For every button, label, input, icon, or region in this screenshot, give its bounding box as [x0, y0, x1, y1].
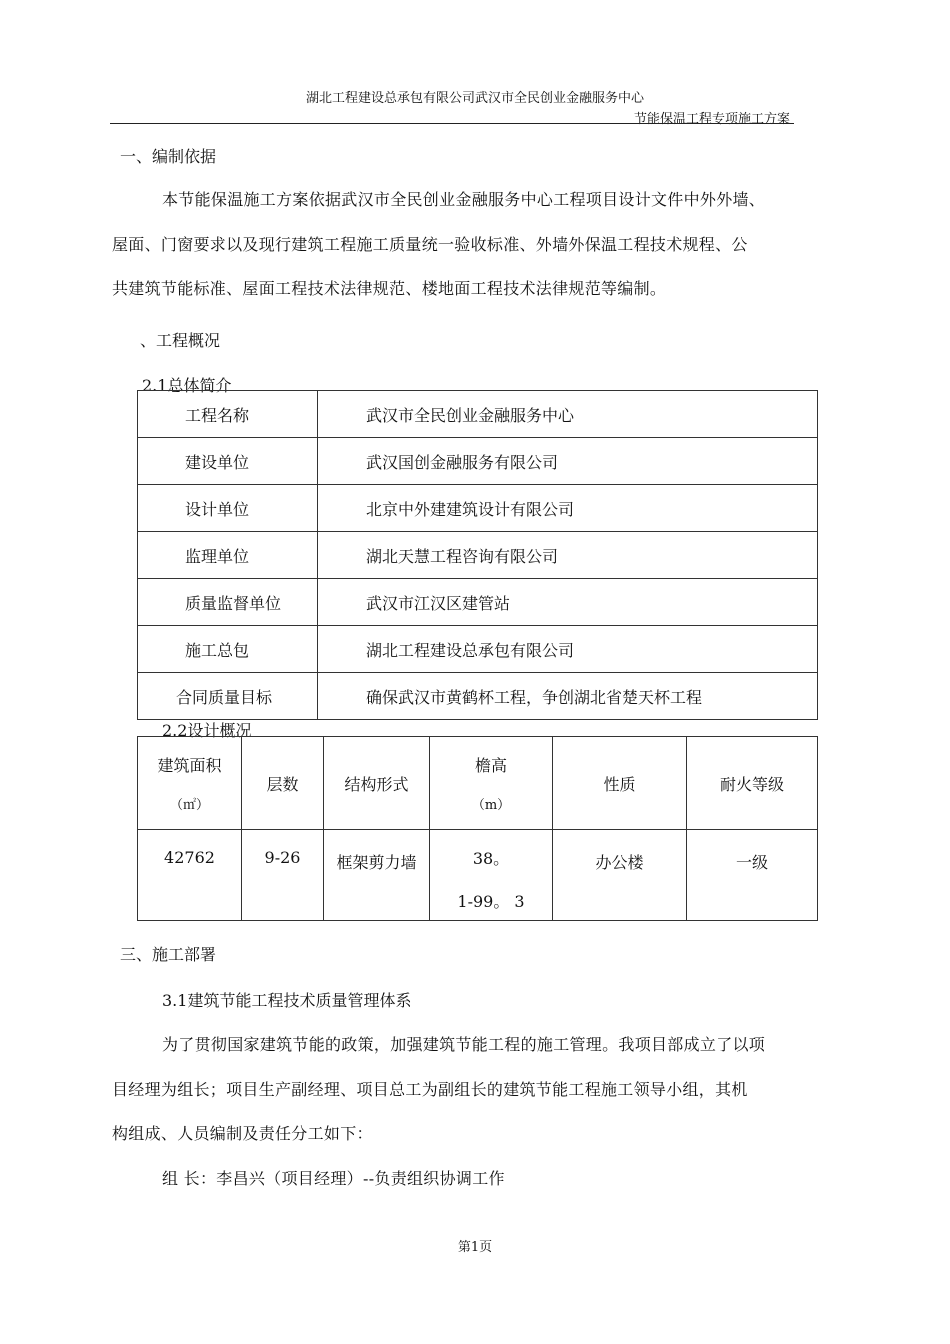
section1-line-1: 本节能保温施工方案依据武汉市全民创业金融服务中心工程项目设计文件中外外墙、: [162, 190, 766, 209]
section1-title: 一、编制依据: [120, 147, 217, 166]
cell-area: 42762: [138, 830, 242, 921]
table-row: [138, 673, 818, 720]
overview-label: 工程名称: [138, 391, 318, 438]
overview-label: 合同质量目标: [138, 673, 318, 720]
subsection-3-1-title: 3.1建筑节能工程技术质量管理体系: [162, 991, 412, 1010]
header-cell-nature: 性质: [553, 737, 687, 830]
overview-label: 设计单位: [138, 485, 318, 532]
section3-leader-line: 组 长：李昌兴（项目经理）--负责组织协调工作: [162, 1169, 505, 1188]
overview-label: 建设单位: [138, 438, 318, 485]
section3-line-2: 目经理为组长；项目生产副经理、项目总工为副组长的建筑节能工程施工领导小组，其机: [112, 1080, 748, 1099]
section3-title: 三、施工部署: [120, 945, 217, 964]
header-eave-unit: （m）: [471, 798, 511, 813]
section2-title: 、工程概况: [140, 331, 221, 350]
header-eave-label: 檐高: [474, 756, 507, 775]
overview-value: 湖北天慧工程咨询有限公司: [318, 532, 818, 579]
page-number: 第1页: [457, 1240, 493, 1255]
header-cell-area: [138, 737, 242, 830]
table-row: [138, 532, 818, 579]
overview-table: [137, 390, 818, 720]
table-row: [138, 391, 818, 438]
section1-line-3: 共建筑节能标准、屋面工程技术法律规范、楼地面工程技术法律规范等编制。: [112, 279, 667, 298]
subsection-2-1-title: 2.1总体简介: [142, 376, 232, 395]
header-cell-structure: 结构形式: [324, 737, 430, 830]
section1-line-2: 屋面、门窗要求以及现行建筑工程施工质量统一验收标准、外墙外保温工程技术规程、公: [112, 235, 748, 254]
cell-eave-line-2: 1-99。 3: [457, 892, 525, 911]
section3-line-3: 构组成、人员编制及责任分工如下：: [112, 1124, 373, 1143]
design-table: [137, 736, 818, 921]
overview-value: 武汉国创金融服务有限公司: [318, 438, 818, 485]
header-doc-title: 节能保温工程专项施工方案: [633, 112, 790, 127]
cell-structure: 框架剪力墙: [324, 830, 430, 921]
header-area-unit: （㎡）: [169, 798, 209, 813]
cell-nature: 办公楼: [553, 830, 687, 921]
table-row: [138, 830, 818, 921]
header-cell-fire: 耐火等级: [687, 737, 818, 830]
cell-eave: [430, 830, 553, 921]
header-cell-floors: 层数: [242, 737, 324, 830]
table-row: [138, 485, 818, 532]
overview-label: 监理单位: [138, 532, 318, 579]
overview-value: 确保武汉市黄鹤杯工程，争创湖北省楚天杯工程: [318, 673, 818, 720]
table-row: [138, 579, 818, 626]
table-row: [138, 438, 818, 485]
header-area-label: 建筑面积: [157, 756, 222, 775]
overview-value: 北京中外建建筑设计有限公司: [318, 485, 818, 532]
table-header-row: [138, 737, 818, 830]
cell-floors: 9-26: [242, 830, 324, 921]
header-divider: [110, 123, 794, 124]
overview-label: 施工总包: [138, 626, 318, 673]
overview-value: 武汉市全民创业金融服务中心: [318, 391, 818, 438]
overview-value: 湖北工程建设总承包有限公司: [318, 626, 818, 673]
overview-label: 质量监督单位: [138, 579, 318, 626]
section3-line-1: 为了贯彻国家建筑节能的政策，加强建筑节能工程的施工管理。我项目部成立了以项: [162, 1035, 766, 1054]
cell-eave-line-1: 38。: [472, 849, 510, 868]
cell-fire: 一级: [687, 830, 818, 921]
table-row: [138, 626, 818, 673]
header-cell-eave: [430, 737, 553, 830]
overview-value: 武汉市江汉区建管站: [318, 579, 818, 626]
header-company-line: 湖北工程建设总承包有限公司武汉市全民创业金融服务中心: [305, 91, 644, 106]
subsection-2-2-title: 2.2设计概况: [162, 721, 252, 740]
